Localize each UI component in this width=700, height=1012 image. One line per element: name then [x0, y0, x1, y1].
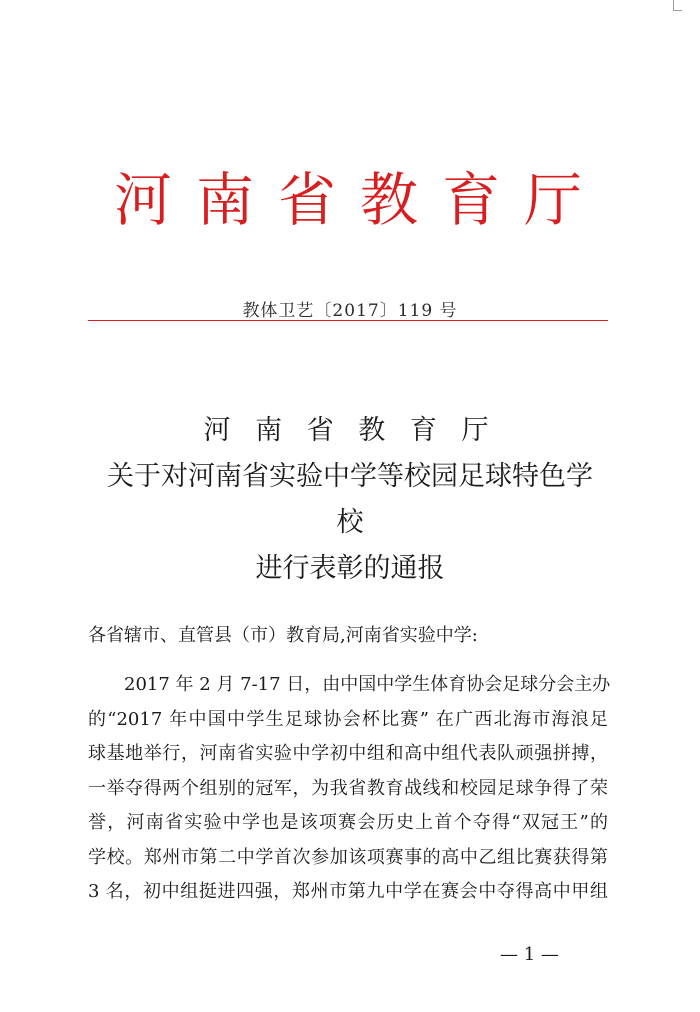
body-line: 的“2017 年中国中学生足球协会杯比赛” 在广西北海市海浪足: [88, 708, 608, 730]
salutation: 各省辖市、直管县（市）教育局,河南省实验中学:: [88, 625, 478, 646]
red-divider-line: [88, 320, 608, 321]
corner-mark: [673, 0, 682, 11]
title-line-4: 进行表彰的通报: [255, 553, 445, 584]
document-title: [60, 408, 640, 592]
body-line: 学校。郑州市第二中学首次参加该项赛事的高中乙组比赛获得第: [88, 846, 608, 868]
body-line: 2017 年 2 月 7-17 日，由中国中学生体育协会足球分会主办: [124, 674, 611, 695]
body-line: 誉，河南省实验中学也是该项赛会历史上首个夺得“双冠王”的: [88, 812, 608, 833]
document-number: 教体卫艺〔2017〕119 号: [242, 301, 458, 321]
body-line: 球基地举行，河南省实验中学初中组和高中组代表队顽强拼搏，: [88, 743, 608, 764]
body-line: 3 名，初中组挺进四强，郑州市第九中学在赛会中夺得高中甲组: [88, 881, 608, 902]
page-number: — 1 —: [500, 944, 559, 965]
title-line-2: 关于对河南省实验中学等校园足球特色学: [107, 461, 593, 492]
title-line-1: 河 南 省 教 育 厅: [203, 415, 497, 446]
body-line: 一举夺得两个组别的冠军，为我省教育战线和校园足球争得了荣: [88, 777, 608, 799]
issuer-heading: 河南省教育厅: [113, 166, 606, 234]
body-paragraph: [88, 668, 611, 910]
title-line-3: 校: [336, 507, 364, 538]
